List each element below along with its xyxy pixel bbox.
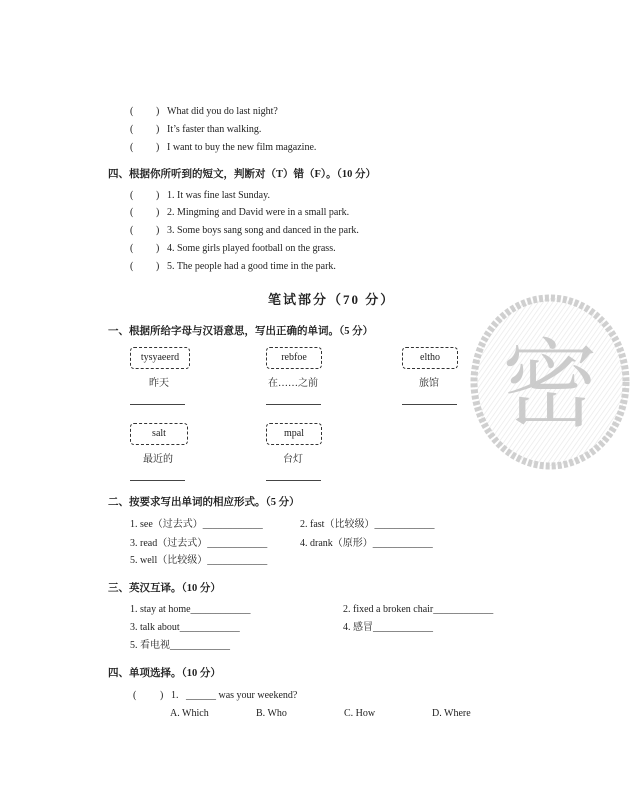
word-form-item: 3. read（过去式）____________ [130, 538, 268, 549]
answer-paren-close: ) [156, 261, 160, 272]
seal-stamp [462, 292, 632, 472]
answer-paren-close: ) [156, 243, 160, 254]
scrambled-letters: mpal [284, 428, 304, 439]
tf-item: 4. Some girls played football on the grass. [167, 243, 336, 254]
word-form-item: 5. well（比较级）____________ [130, 555, 268, 566]
answer-paren-close: ) [156, 207, 160, 218]
answer-paren-close: ) [156, 124, 160, 135]
written-part-title: 笔试部分（70 分） [268, 292, 396, 307]
answer-line [402, 404, 457, 405]
option-a: A. Which [170, 708, 209, 719]
option-d: D. Where [432, 708, 471, 719]
word-meaning: 最近的 [143, 454, 173, 465]
answer-paren-close: ) [156, 142, 160, 153]
letter-box [402, 347, 458, 369]
stamp-character: 密 [502, 329, 598, 441]
scrambled-letters: eltho [420, 352, 440, 363]
answer-paren-open: ( [130, 190, 134, 201]
scrambled-letters: tysyaeerd [140, 352, 180, 363]
translation-item: 5. 看电视____________ [130, 640, 230, 651]
translation-item: 3. talk about____________ [130, 622, 240, 633]
tf-item: 2. Mingming and David were in a small park. [167, 207, 350, 218]
answer-paren-close: ) [156, 190, 160, 201]
answer-paren-close: ) [156, 106, 160, 117]
answer-paren-open: ( [130, 243, 134, 254]
word-form-item: 2. fast（比较级）____________ [300, 519, 435, 530]
letter-box [266, 423, 322, 445]
translation-item: 2. fixed a broken chair____________ [343, 604, 494, 615]
answer-paren-open: ( [130, 225, 134, 236]
section-heading-1: 一、根据所给字母与汉语意思，写出正确的单词。（5 分） [108, 326, 374, 337]
option-b: B. Who [256, 708, 287, 719]
letter-box [130, 347, 190, 369]
translation-item: 4. 感冒____________ [343, 622, 433, 633]
answer-paren-open: ( [130, 207, 134, 218]
word-meaning: 昨天 [149, 378, 169, 389]
letter-box [130, 423, 188, 445]
listening-item: It’s faster than walking. [167, 124, 262, 135]
question-number: 1. [171, 690, 179, 701]
section-heading-listening-tf: 四、根据你所听到的短文，判断对（T）错（F）。（10 分） [108, 169, 377, 180]
answer-line [266, 404, 321, 405]
section-heading-2: 二、按要求写出单词的相应形式。（5 分） [108, 497, 300, 508]
word-form-item: 1. see（过去式）____________ [130, 519, 263, 530]
option-c: C. How [344, 708, 376, 719]
word-meaning: 旅馆 [419, 378, 439, 389]
tf-item: 1. It was fine last Sunday. [167, 190, 270, 201]
question-stem: ______ was your weekend? [186, 690, 298, 701]
answer-paren-open: ( [130, 142, 134, 153]
answer-paren-open: ( [130, 106, 134, 117]
answer-paren-open: ( [133, 690, 137, 701]
word-meaning: 在……之前 [268, 378, 318, 389]
listening-item: What did you do last night? [167, 106, 278, 117]
listening-item: I want to buy the new film magazine. [167, 142, 317, 153]
answer-paren-close: ) [160, 690, 164, 701]
translation-item: 1. stay at home____________ [130, 604, 251, 615]
answer-line [130, 404, 185, 405]
section-heading-4: 四、单项选择。（10 分） [108, 668, 221, 679]
tf-item: 3. Some boys sang song and danced in the park. [167, 225, 359, 236]
answer-paren-open: ( [130, 124, 134, 135]
answer-paren-close: ) [156, 225, 160, 236]
answer-line [130, 480, 185, 481]
section-heading-3: 三、英汉互译。（10 分） [108, 583, 221, 594]
letter-box [266, 347, 322, 369]
scrambled-letters: salt [152, 428, 166, 439]
scrambled-letters: rebfoe [281, 352, 307, 363]
answer-paren-open: ( [130, 261, 134, 272]
word-meaning: 台灯 [283, 454, 303, 465]
word-form-item: 4. drank（原形）____________ [300, 538, 433, 549]
answer-line [266, 480, 321, 481]
tf-item: 5. The people had a good time in the park. [167, 261, 336, 272]
